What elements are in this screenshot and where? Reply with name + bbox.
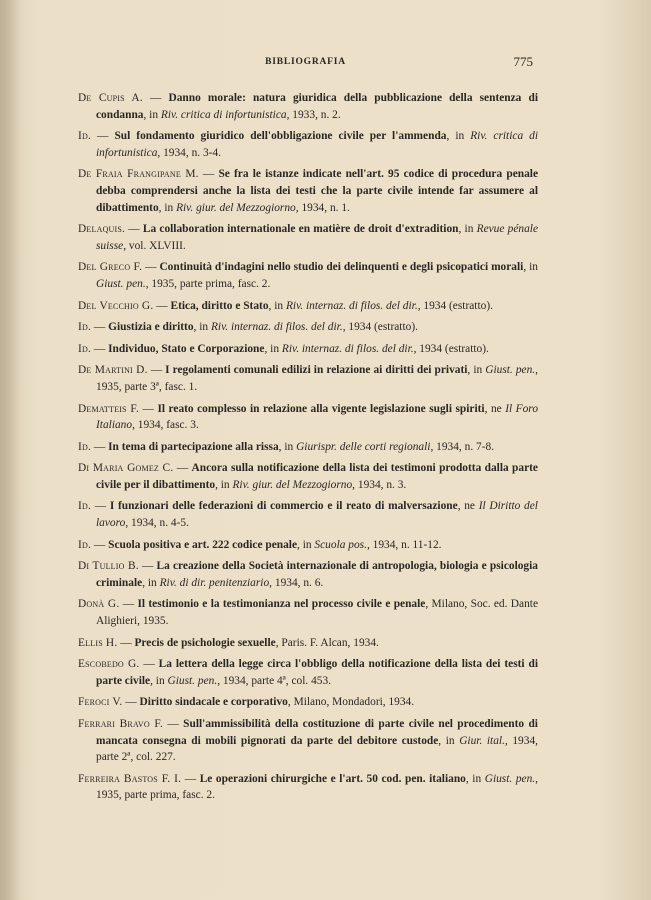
entry-journal: Il Diritto del lavoro xyxy=(96,500,538,530)
entry-title: In tema di partecipazione alla rissa xyxy=(108,440,279,453)
bibliography-entry xyxy=(78,362,538,395)
entry-title: Ancora sulla notificazione della lista dei testimoni prodotta dalla parte civile per il dibattimento xyxy=(96,462,538,491)
entry-details: , 1934, n. 4-5. xyxy=(125,517,189,530)
entry-separator: — xyxy=(138,560,157,573)
entry-connector: , in xyxy=(446,130,471,143)
entry-author: De Cupis A. xyxy=(78,92,143,104)
entry-title: Etica, diritto e Stato xyxy=(170,299,269,312)
entry-separator: — xyxy=(91,500,110,513)
entry-details: , vol. XLVIII. xyxy=(123,239,186,252)
entry-details: , 1935, parte 3ª, fasc. 1. xyxy=(96,364,538,393)
entry-journal: Riv. internaz. di filos. del dir. xyxy=(281,342,414,355)
entry-connector: , in xyxy=(158,201,177,214)
entry-details: , 1933, n. 2. xyxy=(286,108,341,121)
bibliography-entry xyxy=(78,128,538,161)
entry-connector: , xyxy=(425,598,432,611)
bibliography-entry xyxy=(78,635,538,652)
entry-journal: Riv. internaz. di filos. del dir. xyxy=(285,299,418,312)
entry-author: Feroci V. xyxy=(78,696,123,709)
entry-connector: , in xyxy=(523,261,539,274)
entry-journal: Riv. internaz. di filos. del dir. xyxy=(210,321,343,334)
entry-separator: — xyxy=(198,168,219,181)
entry-journal: Riv. giur. del Mezzogiorno xyxy=(232,478,353,491)
entry-author: Di Maria Gomez C. xyxy=(78,462,174,475)
entry-author: Ferrari Bravo F. xyxy=(78,718,164,730)
bibliography-list xyxy=(78,90,538,809)
entry-journal: Giust. pen. xyxy=(167,674,218,687)
page-number: 775 xyxy=(513,54,533,69)
page-header xyxy=(78,54,533,77)
entry-details: , 1934, n. 7-8. xyxy=(430,440,495,453)
entry-details: , 1935, parte prima, fasc. 2. xyxy=(145,277,271,290)
entry-author: Delaquis. xyxy=(78,223,126,236)
entry-separator: — xyxy=(91,130,115,143)
entry-title: Il reato complesso in relazione alla vigente legislazione sugli spiriti xyxy=(157,402,485,415)
entry-separator: — xyxy=(91,538,109,551)
entry-connector: , in xyxy=(215,478,233,491)
bibliography-entry xyxy=(78,401,538,434)
entry-journal: Riv. critica di infortunistica xyxy=(96,130,539,159)
entry-separator: — xyxy=(139,658,159,671)
bibliography-entry xyxy=(78,298,538,315)
entry-journal: Giurispr. delle corti regionali xyxy=(296,440,431,453)
entry-author: Id. xyxy=(78,321,92,334)
entry-author: Id. xyxy=(78,342,92,355)
entry-details: , 1934, n. 1. xyxy=(295,201,350,214)
entry-title: Precis de psichologie sexuelle xyxy=(134,636,276,649)
entry-connector: , in xyxy=(150,674,168,687)
entry-separator: — xyxy=(117,636,135,649)
entry-author: Ferreira Bastos F. I. xyxy=(78,772,182,785)
entry-author: Escobedo G. xyxy=(78,658,140,671)
entry-author: Del Vecchio G. xyxy=(78,299,154,312)
entry-title: Individuo, Stato e Corporazione xyxy=(108,342,265,355)
entry-details: , 1934, n. 3-4. xyxy=(157,146,221,159)
entry-title: La lettera della legge circa l'obbligo della notificazione della lista dei testi di parte civile xyxy=(96,658,538,687)
entry-connector: , in xyxy=(438,734,460,747)
entry-connector: , in xyxy=(278,440,297,453)
entry-details: , 1934, fasc. 3. xyxy=(132,419,199,432)
entry-details: , 1934 (estratto). xyxy=(413,342,489,355)
entry-connector: , xyxy=(275,636,282,649)
entry-connector: , in xyxy=(465,772,485,785)
entry-connector: , in xyxy=(142,576,160,589)
entry-author: Ellis H. xyxy=(78,636,118,649)
entry-separator: — xyxy=(125,223,143,236)
entry-author: Di Tullio B. xyxy=(78,560,139,573)
bibliography-entry xyxy=(78,537,538,554)
entry-title: Sul fondamento giuridico dell'obbligazione civile per l'ammenda xyxy=(114,130,447,143)
entry-journal: Riv. giur. del Mezzogiorno xyxy=(176,201,296,214)
entry-author: Dematteis F. xyxy=(78,402,140,415)
entry-title: La creazione della Società internazionale di antropologia, biologia e psicologia criminale xyxy=(96,560,538,589)
bibliography-entry xyxy=(78,341,538,358)
entry-separator: — xyxy=(173,462,192,475)
entry-title: Continuità d'indagini nello studio dei delinquenti e degli psicopatici morali xyxy=(159,261,524,274)
entry-connector: , in xyxy=(467,364,486,377)
entry-journal: Giur. ital. xyxy=(459,734,505,747)
entry-title: Sull'ammissibilità della costituzione di parte civile nel procedimento di mancata consegna di mobili pignorati da parte del debitore custode xyxy=(96,718,538,747)
entry-details: , 1934 (estratto). xyxy=(417,299,493,312)
bibliography-entry xyxy=(78,460,538,493)
entry-journal: Scuola pos. xyxy=(314,538,367,551)
entry-details: , 1934 (estratto). xyxy=(342,321,418,334)
entry-title: La collaboration internationale en matière de droit d'extradition xyxy=(142,223,459,236)
entry-author: Id. xyxy=(78,440,92,453)
entry-details: Milano, Soc. ed. Dante Alighieri, 1935. xyxy=(96,598,538,628)
entry-connector: , xyxy=(287,696,294,709)
entry-title: I funzionari delle federazioni di commercio e il reato di malversazione xyxy=(109,500,458,513)
entry-journal: Riv. critica di infortunistica xyxy=(160,108,287,121)
entry-journal: Revue pénale suisse xyxy=(96,223,538,252)
entry-separator: — xyxy=(153,299,171,312)
entry-separator: — xyxy=(139,402,158,415)
entry-connector: , in xyxy=(458,223,477,236)
entry-journal: Giust. pen. xyxy=(485,364,536,377)
entry-separator: — xyxy=(91,342,109,355)
entry-details: Paris. F. Alcan, 1934. xyxy=(281,636,379,649)
bibliography-entry xyxy=(78,694,538,711)
entry-author: Id. xyxy=(78,500,92,513)
entry-details: , 1934, parte 4ª, col. 453. xyxy=(217,674,332,687)
entry-title: Diritto sindacale e corporativo xyxy=(139,696,288,709)
entry-connector: , ne xyxy=(457,500,479,513)
entry-connector: , ne xyxy=(484,402,506,415)
entry-connector: , in xyxy=(264,342,282,355)
entry-separator: — xyxy=(122,696,140,709)
entry-separator: — xyxy=(142,261,160,274)
bibliography-entry xyxy=(78,771,538,804)
entry-title: Danno morale: natura giuridica della pubblicazione della sentenza di condanna xyxy=(96,92,538,121)
bibliography-entry xyxy=(78,656,538,689)
entry-separator: — xyxy=(147,364,166,377)
bibliography-entry xyxy=(78,716,538,766)
entry-details: , 1934, n. 3. xyxy=(352,478,407,491)
entry-details: , 1934, n. 6. xyxy=(269,576,324,589)
bibliography-entry xyxy=(78,439,538,456)
entry-title: Giustizia e diritto xyxy=(108,321,194,334)
page-gutter-shadow xyxy=(0,0,22,900)
entry-connector: , in xyxy=(193,321,211,334)
entry-title: Le operazioni chirurgiche e l'art. 50 cod. pen. italiano xyxy=(199,772,466,785)
entry-author: Donà G. xyxy=(78,598,120,611)
entry-connector: , in xyxy=(268,299,286,312)
entry-connector: , in xyxy=(143,108,161,121)
entry-journal: Giust. pen. xyxy=(484,772,536,785)
entry-details: , 1935, parte prima, fasc. 2. xyxy=(96,772,538,802)
entry-journal: Riv. di dir. penitenziario xyxy=(159,576,270,589)
entry-author: De Fraia Frangipane M. xyxy=(78,168,199,181)
bibliography-entry xyxy=(78,259,538,292)
entry-journal: Giust. pen. xyxy=(96,277,146,290)
entry-details: Milano, Mondadori, 1934. xyxy=(293,696,415,709)
entry-title: I regolamenti comunali edilizi in relazione ai diritti dei privati xyxy=(165,364,468,377)
entry-separator: — xyxy=(142,92,169,104)
bibliography-entry xyxy=(78,221,538,254)
bibliography-entry xyxy=(78,558,538,591)
entry-separator: — xyxy=(91,440,109,453)
entry-separator: — xyxy=(181,772,200,785)
entry-title: Il testimonio e la testimonianza nel processo civile e penale xyxy=(137,598,426,611)
entry-separator: — xyxy=(163,718,184,730)
entry-separator: — xyxy=(119,598,138,611)
entry-author: Id. xyxy=(78,538,92,551)
entry-journal: Il Foro Italiano xyxy=(96,402,539,432)
entry-connector: , in xyxy=(297,538,315,551)
entry-author: Del Greco F. xyxy=(78,261,143,274)
entry-details: , 1934, n. 11-12. xyxy=(366,538,442,551)
bibliography-entry xyxy=(78,166,538,216)
entry-author: Id. xyxy=(78,130,92,143)
entry-title: Se fra le istanze indicate nell'art. 95 codice di procedura penale debba comprendersi anche la lista dei testi che la parte civile intende far assumere al dibattimento xyxy=(96,168,538,214)
bibliography-entry xyxy=(78,319,538,336)
running-title: BIBLIOGRAFIA xyxy=(265,57,346,67)
bibliography-entry xyxy=(78,596,538,629)
bibliography-entry xyxy=(78,498,538,531)
entry-separator: — xyxy=(91,321,109,334)
entry-details: , 1934, parte 2ª, col. 227. xyxy=(96,734,538,764)
bibliography-entry xyxy=(78,90,538,123)
entry-title: Scuola positiva e art. 222 codice penale xyxy=(108,538,298,551)
entry-author: De Martini D. xyxy=(78,364,148,377)
